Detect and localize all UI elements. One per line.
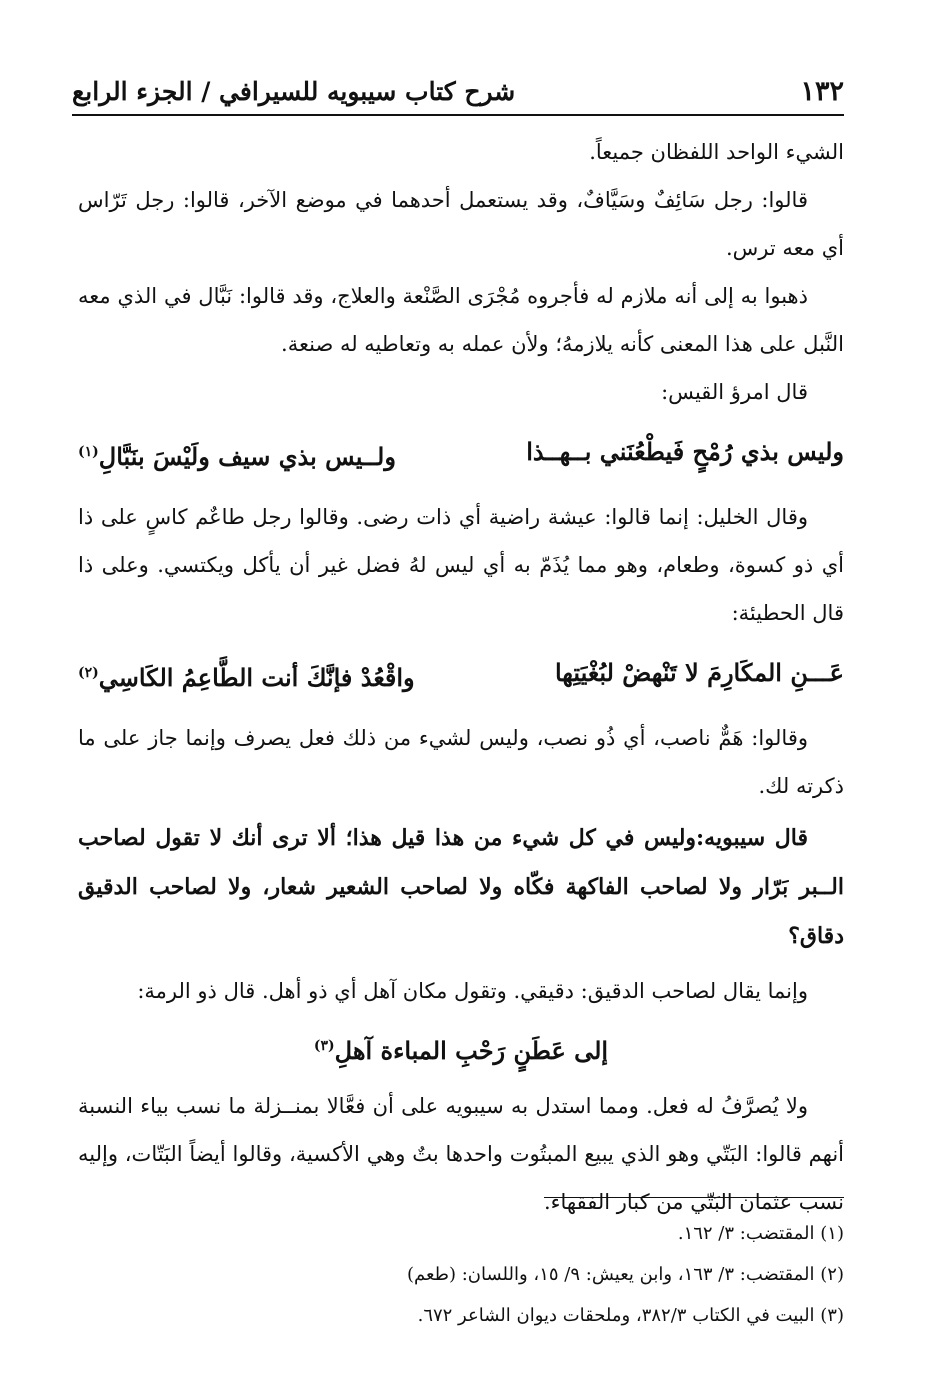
verse-first-hemistich: وليس بذي رُمْحٍ فَيطْعُنَني بــهــذا xyxy=(526,437,844,466)
paragraph: قال امرؤ القيس: xyxy=(661,380,808,404)
verse-dhu-al-rumma: إلى عَطَنٍ رَحْبِ المباءة آهلِ$^{(٣)}$ xyxy=(313,1036,609,1065)
paragraph: ذهبوا به إلى أنه ملازم له فأجروه مُجْرَى الصَّنْعة والعلاج، وقد قالوا: نَبَّال في الذي معه النَّبل على هذا المعنى كأنه يلازمهُ؛ ولأن عمله به وتعاطيه له صنعة. xyxy=(78,284,844,356)
footnote: (٣) البيت في الكتاب ٣٨٢/٣، وملحقات ديوان الشاعر ٦٧٢. xyxy=(417,1305,844,1326)
verse-second-hemistich: واقْعُدْ فإنَّكَ أنت الطَّاعِمُ الكَاسِي$^{(٢)}$ xyxy=(78,663,415,692)
paragraph: وقال الخليل: إنما قالوا: عيشة راضية أي ذات رضى. وقالوا رجل طاعٌم كاسٍ على ذا أي ذو كسوة، وطعام، وهو مما يُذَمّ به أي ليس لهُ فضل غير أن يأكل ويكتسي. وعلى ذا قال الحطيئة: xyxy=(78,505,844,625)
paragraph: وقالوا: هَمٌّ ناصب، أي ذُو نصب، وليس لشيء من ذلك فعل يصرف وإنما جاز على ما ذكرته لك. xyxy=(78,726,844,798)
footnote-mark: (٢) xyxy=(78,665,99,681)
sibawayh-quote: قال سيبويه:وليس في كل شيء من هذا قيل هذا؛ ألا ترى أنك لا تقول لصاحب الــبر بَرّار ولا لصاحب الفاكهة فكّاه ولا لصاحب الشعير شعار، ولا لصاحب الدقيق دقاق؟ xyxy=(78,825,844,949)
running-header xyxy=(72,68,844,116)
footnote-separator xyxy=(544,1197,844,1198)
running-title: شرح كتاب سيبويه للسيرافي / الجزء الرابع xyxy=(72,76,516,106)
verse-hutayah xyxy=(78,643,844,708)
paragraph: ولا يُصرَّفُ له فعل. ومما استدل به سيبويه على أن فعَّالا بمنــزلة ما نسب بياء النسبة أنهم قالوا: البَتّي وهو الذي يبيع المبتُوت واحدها بتٌ وهي الأكسية، وقالوا أيضاً البَتّات، وإليه نسب عثمان البَتّي من كبار الفقهاء. xyxy=(78,1094,844,1214)
page-number: ١٣٢ xyxy=(800,75,844,107)
verse-imru-al-qays xyxy=(78,422,844,487)
verse-first-hemistich: عَـــنِ المكَارِمَ لا تَنْهضْ لبُغْيَتِها xyxy=(554,658,844,687)
paragraph: الشيء الواحد اللفظان جميعاً. xyxy=(589,140,844,164)
verse-second-hemistich: ولــيس بذي سيف ولَيْسَ بنَبَّالِ$^{(١)}$ xyxy=(78,442,396,471)
footnote-mark: (٣) xyxy=(313,1038,335,1054)
paragraph: قالوا: رجل سَائِفٌ وسَيَّافٌ، وقد يستعمل أحدهما في موضع الآخر، قالوا: رجل تَرّاس أي معه ترس. xyxy=(78,188,844,260)
main-text xyxy=(78,128,844,1226)
footnote: (١) المقتضب: ٣/ ١٦٢. xyxy=(677,1223,844,1244)
footnote: (٢) المقتضب: ٣/ ١٦٣، وابن يعيش: ٩/ ١٥، واللسان: (طعم) xyxy=(406,1264,844,1285)
footnote-mark: (١) xyxy=(78,444,99,460)
paragraph: وإنما يقال لصاحب الدقيق: دقيقي. وتقول مكان آهل أي ذو أهل. قال ذو الرمة: xyxy=(137,979,808,1003)
footnotes xyxy=(78,1213,844,1336)
